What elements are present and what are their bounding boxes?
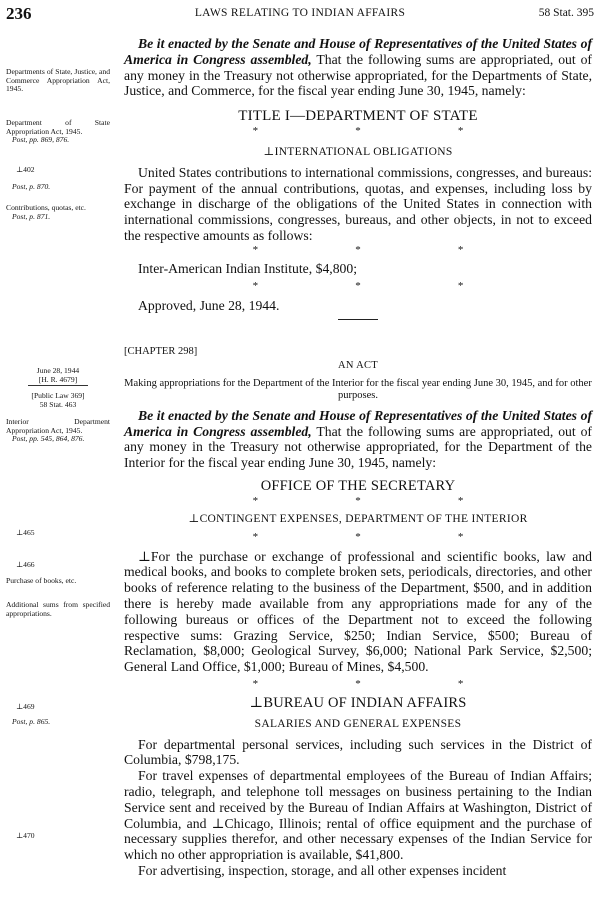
chapter-number: [CHAPTER 298] bbox=[124, 346, 198, 357]
approved-line: Approved, June 28, 1944. bbox=[138, 297, 280, 313]
main-text-lower bbox=[124, 358, 592, 879]
margin-note-act-title: Departments of State, Justice, and Commerce Appropriation Act, 1945. bbox=[6, 67, 110, 94]
margin-page-mark: ⊥465 bbox=[16, 528, 35, 537]
bureau-heading: ⊥BUREAU OF INDIAN AFFAIRS bbox=[249, 694, 467, 711]
institute-line: Inter-American Indian Institute, $4,800; bbox=[138, 260, 358, 276]
margin-page-mark: ⊥469 bbox=[16, 702, 35, 711]
section-heading-intl: ⊥INTERNATIONAL OBLIGATIONS bbox=[263, 145, 453, 158]
margin-page-mark: ⊥402 bbox=[16, 165, 35, 174]
margin-note-ref: Post, p. 870. bbox=[12, 182, 51, 191]
ellipsis-stars: * * * bbox=[252, 494, 464, 507]
travel-paragraph: For travel expenses of departmental employees of the Bureau of Indian Affairs; radio, telegraph, and telephone toll messages on business pertaining to the Indian Service sent and received by the Bureau of Indian Affairs at Washington, District of Columbia, and ⊥Chicago, Illinois; rental of office equipment and the purchase of necessary supplies therefor, and other necessary expenses of the Indian Service for which no other appropriation is available, $41,800. bbox=[124, 768, 592, 863]
an-act-heading: AN ACT bbox=[337, 360, 378, 371]
ellipsis-stars: * * * bbox=[252, 124, 464, 137]
ellipsis-stars: * * * bbox=[252, 243, 464, 256]
advertising-paragraph: For advertising, inspection, storage, and all other expenses incident bbox=[138, 862, 507, 878]
margin-public-law: [Public Law 369] bbox=[31, 391, 85, 400]
enacting-clause-1: Be it enacted by the Senate and House of Representatives of the United States of America in Congress assembled, That the following sums are appropriated, out of any money in the Treasury not otherwise appropriated, for the Departments of State, Justice, and Commerce, for the fiscal year ending June 30, 1945, namely: bbox=[124, 36, 592, 99]
main-text-upper bbox=[124, 36, 592, 320]
margin-note-ref: Post, p. 865. bbox=[12, 717, 51, 726]
page-number: 236 bbox=[6, 4, 32, 23]
page-header bbox=[6, 4, 594, 24]
title-heading: TITLE I—DEPARTMENT OF STATE bbox=[238, 108, 478, 125]
ellipsis-stars: * * * bbox=[252, 530, 464, 543]
section-heading-contingent: ⊥CONTINGENT EXPENSES, DEPARTMENT OF THE INTERIOR bbox=[188, 512, 528, 525]
margin-date: June 28, 1944 bbox=[36, 366, 80, 375]
salaries-heading: SALARIES AND GENERAL EXPENSES bbox=[254, 717, 462, 730]
office-heading: OFFICE OF THE SECRETARY bbox=[260, 477, 456, 494]
margin-note-additional: Additional sums from specified appropriations. bbox=[6, 600, 110, 618]
section-rule bbox=[338, 319, 378, 320]
ellipsis-stars: * * * bbox=[252, 677, 464, 690]
enacting-clause-2: Be it enacted by the Senate and House of Representatives of the United States of America in Congress assembled, That the following sums are appropriated, out of any money in the Treasury not otherwise appropriated, for the Department of the Interior for the fiscal year ending June 30, 1945, namely: bbox=[124, 407, 592, 471]
act-description: Making appropriations for the Department of the Interior for the fiscal year ending June 30, 1945, and for other purposes. bbox=[124, 377, 592, 401]
margin-stat: 58 Stat. 463 bbox=[39, 400, 77, 409]
margin-note-contributions: Contributions, quotas, etc. Post, p. 871. bbox=[6, 203, 86, 221]
departmental-paragraph: For departmental personal services, including such services in the District of Columbia, $798,175. bbox=[124, 736, 592, 768]
books-paragraph: ⊥For the purchase or exchange of professional and scientific books, law and medical books, and books to complete broken sets, periodicals, directories, and other books of reference relating to the business of the Department, $500, and in addition there is hereby made available from any appropriations made for any of the following bureaus or offices of the Department not to exceed the following respective sums: Grazing Service, $250; Indian Service, $500; Bureau of Reclamation, $8,000; Geological Survey, $6,000; National Park Service, $2,500; General Land Office, $1,000; Bureau of Mines, $4,500. bbox=[124, 548, 592, 675]
margin-note-state-act: Department of State Appropriation Act, 1945. Post, pp. 869, 876. bbox=[6, 118, 110, 145]
statute-reference: 58 Stat. 395 bbox=[538, 7, 594, 19]
contributions-paragraph: United States contributions to international commissions, congresses, and bureaus: For payment of the annual contributions, quotas, and expenses, including loss by exchange in discharge of the obligations of the United States in connection with international commissions, congresses, bureaus, and other objects, in not to exceed the respective amounts as follows: bbox=[124, 164, 592, 243]
margin-note-interior-act: Interior Department Appropriation Act, 1945. Post, pp. 545, 864, 876. bbox=[6, 417, 110, 444]
margin-page-mark: ⊥466 bbox=[16, 560, 35, 569]
ellipsis-stars: * * * bbox=[252, 279, 464, 292]
margin-bill: [H. R. 4679] bbox=[28, 376, 88, 386]
margin-note-books: Purchase of books, etc. bbox=[6, 576, 77, 585]
margin-page-mark: ⊥470 bbox=[16, 831, 35, 840]
running-title: LAWS RELATING TO INDIAN AFFAIRS bbox=[194, 7, 406, 19]
